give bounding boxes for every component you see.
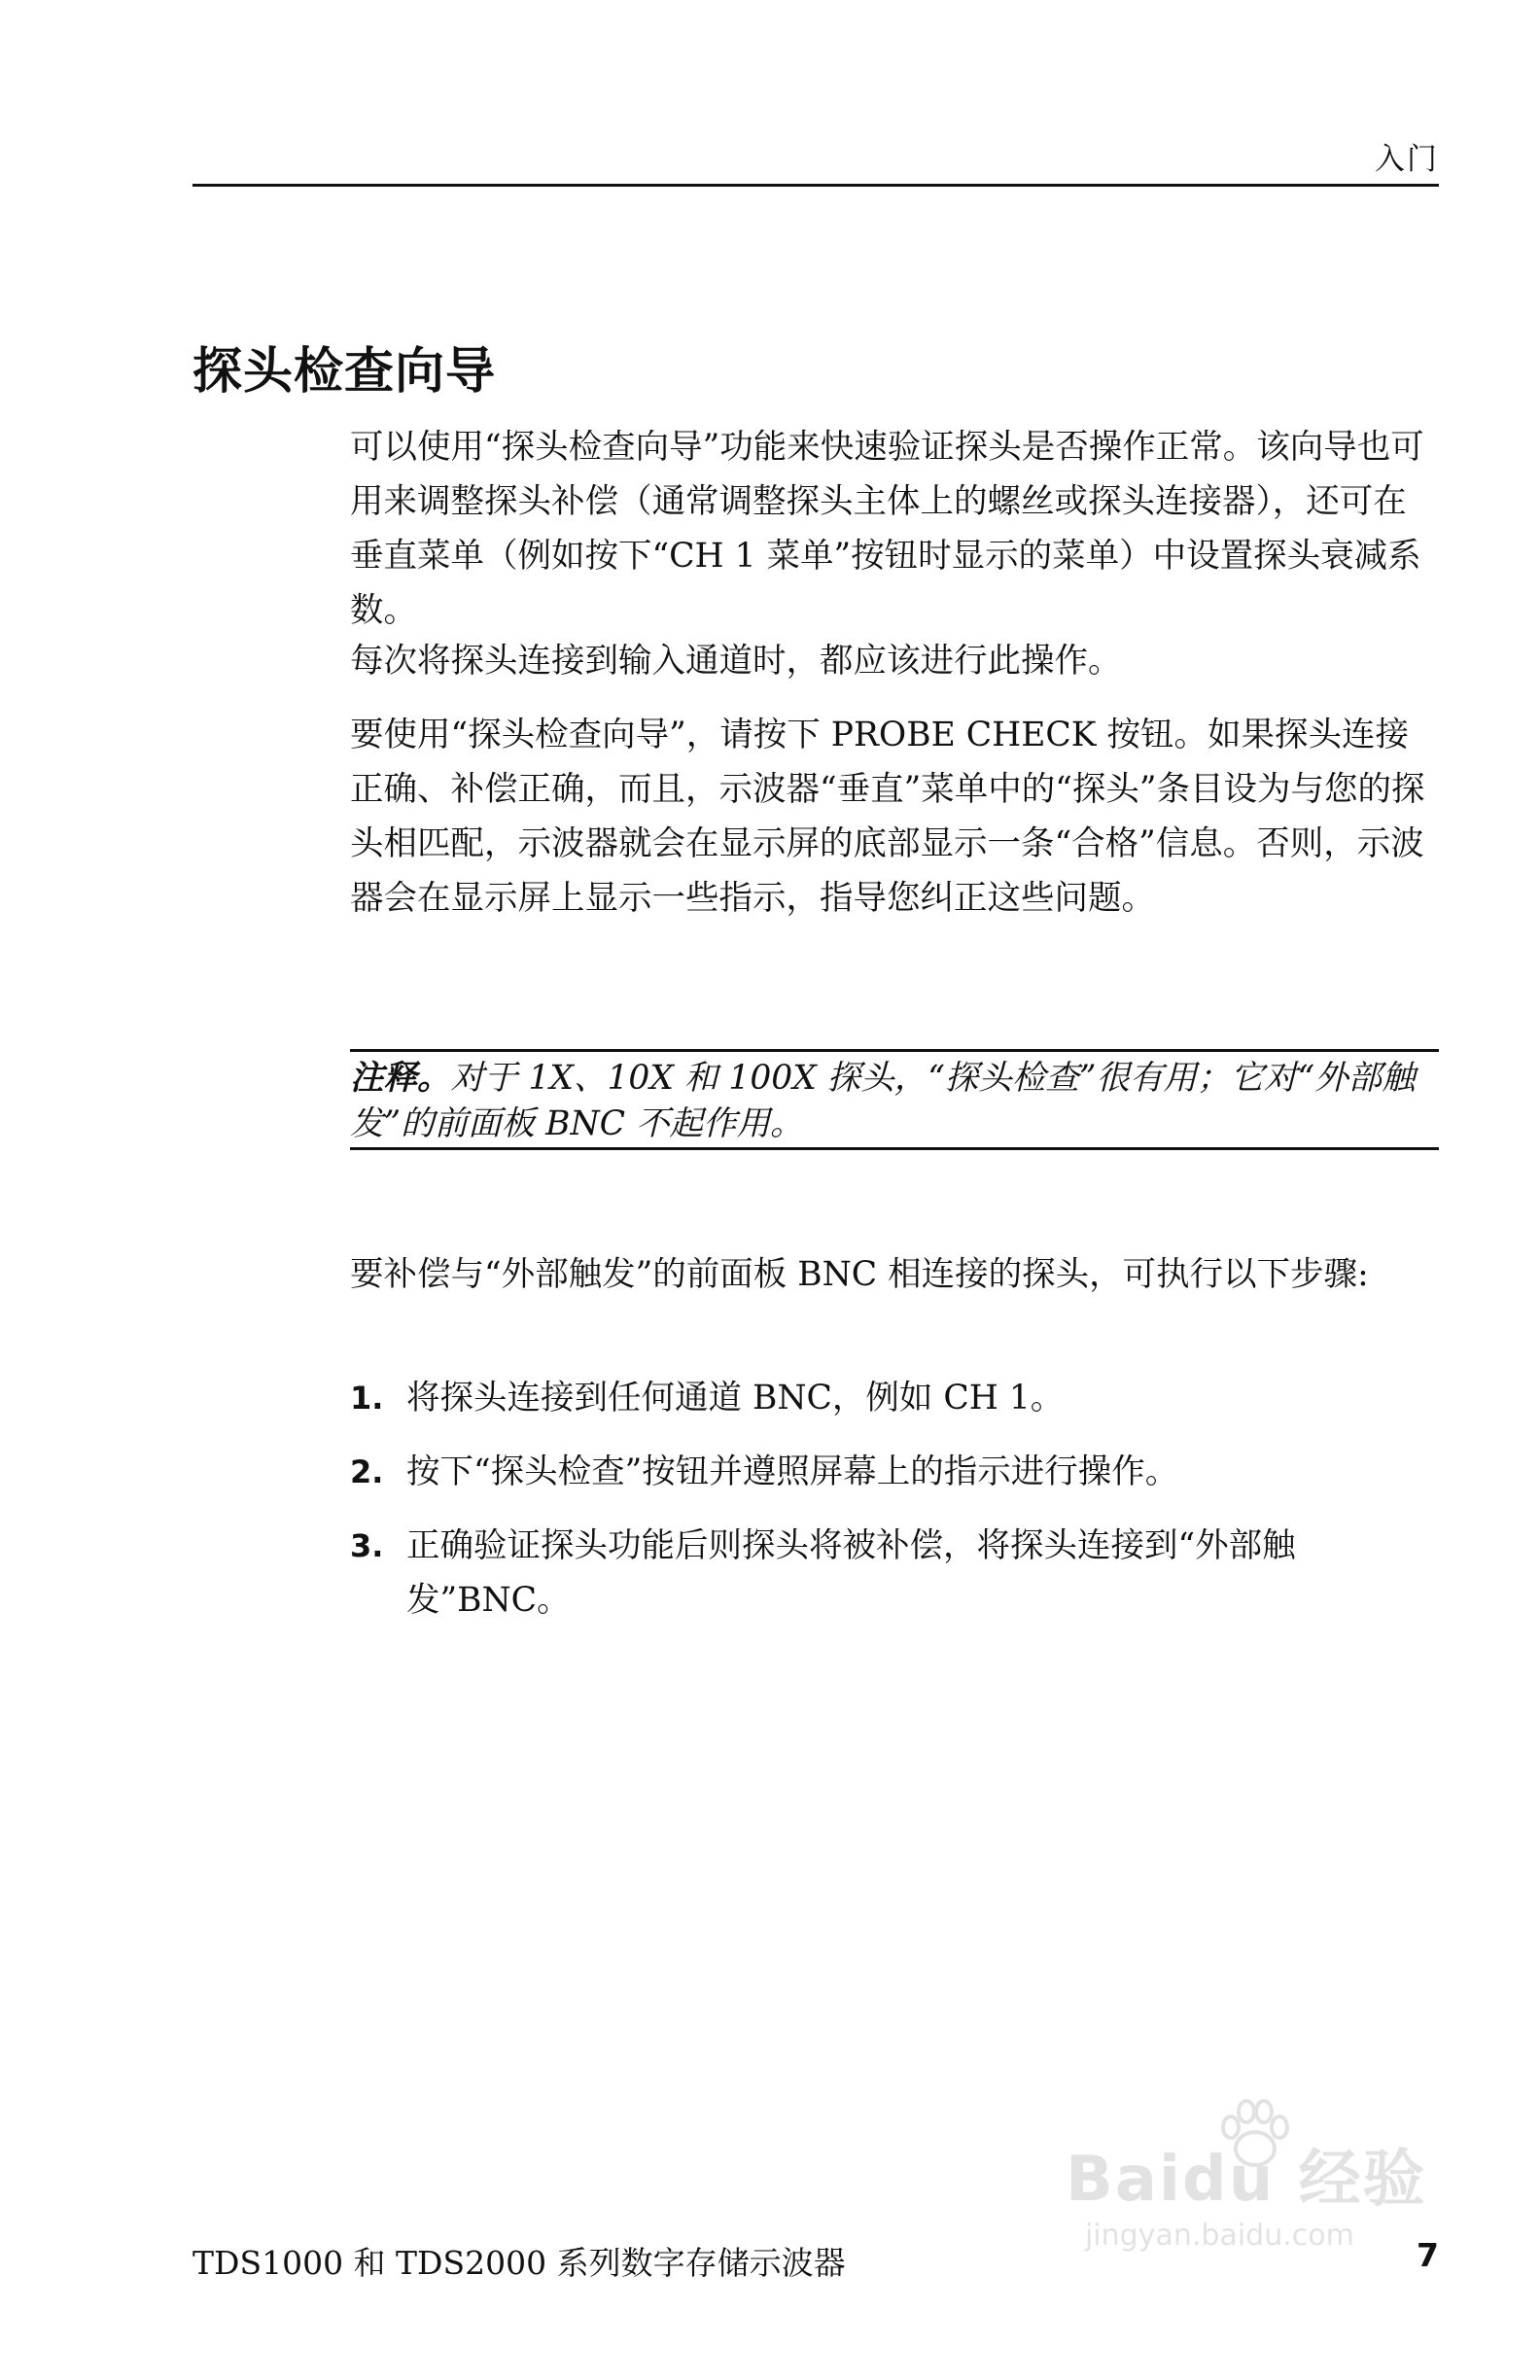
paragraph-usage: 要使用“探头检查向导”，请按下 PROBE CHECK 按钮。如果探头连接正确、补偿正确，而且，示波器“垂直”菜单中的“探头”条目设为与您的探头相匹配，示波器就会在显示屏的底部显示一条“合格”信息。否则，示波器会在显示屏上显示一些指示，指导您纠正这些问题。: [350, 716, 1425, 918]
header-rule: [192, 184, 1439, 187]
procedure-intro: 要补偿与“外部触发”的前面板 BNC 相连接的探头，可执行以下步骤:: [350, 1255, 1369, 1294]
note-label: 注释。: [350, 1059, 451, 1098]
step-text: 正确验证探头功能后则探头将被补偿，将探头连接到“外部触发”BNC。: [406, 1526, 1296, 1620]
paragraph-intro: 可以使用“探头检查向导”功能来快速验证探头是否操作正常。该向导也可用来调整探头补偿（通常调整探头主体上的螺丝或探头连接器），还可在垂直菜单（例如按下“CH 1 菜单”按钮时显示的菜单）中设置探头衰减系数。: [350, 428, 1424, 630]
paw-icon: [1211, 2092, 1299, 2180]
watermark-url: jingyan.baidu.com: [1085, 2219, 1354, 2253]
step-text: 按下“探头检查”按钮并遵照屏幕上的指示进行操作。: [406, 1452, 1179, 1491]
step-number: 3.: [350, 1527, 384, 1564]
note-text: [350, 1052, 1439, 1147]
step-number: 1.: [350, 1380, 384, 1417]
step-item: [350, 1371, 1439, 1425]
running-header: 入门: [1375, 142, 1439, 177]
watermark-brand: Baidu 经验: [1066, 2144, 1427, 2216]
step-number: 2.: [350, 1453, 384, 1490]
section-title: 探头检查向导: [192, 343, 497, 401]
step-text: 将探头连接到任何通道 BNC，例如 CH 1。: [406, 1379, 1065, 1418]
procedure-steps: [350, 1371, 1439, 1647]
step-item: [350, 1519, 1439, 1628]
baidu-watermark: [1066, 2129, 1435, 2275]
paragraph-when: 每次将探头连接到输入通道时，都应该进行此操作。: [350, 642, 1122, 681]
step-item: [350, 1445, 1439, 1499]
footer-product: TDS1000 和 TDS2000 系列数字存储示波器: [192, 2244, 846, 2282]
note-body: 对于 1X、10X 和 100X 探头，“探头检查”很有用；它对“外部触发”的前面板 BNC 不起作用。: [350, 1059, 1416, 1143]
note-box: [350, 1049, 1439, 1150]
page-number: 7: [1417, 2236, 1439, 2274]
